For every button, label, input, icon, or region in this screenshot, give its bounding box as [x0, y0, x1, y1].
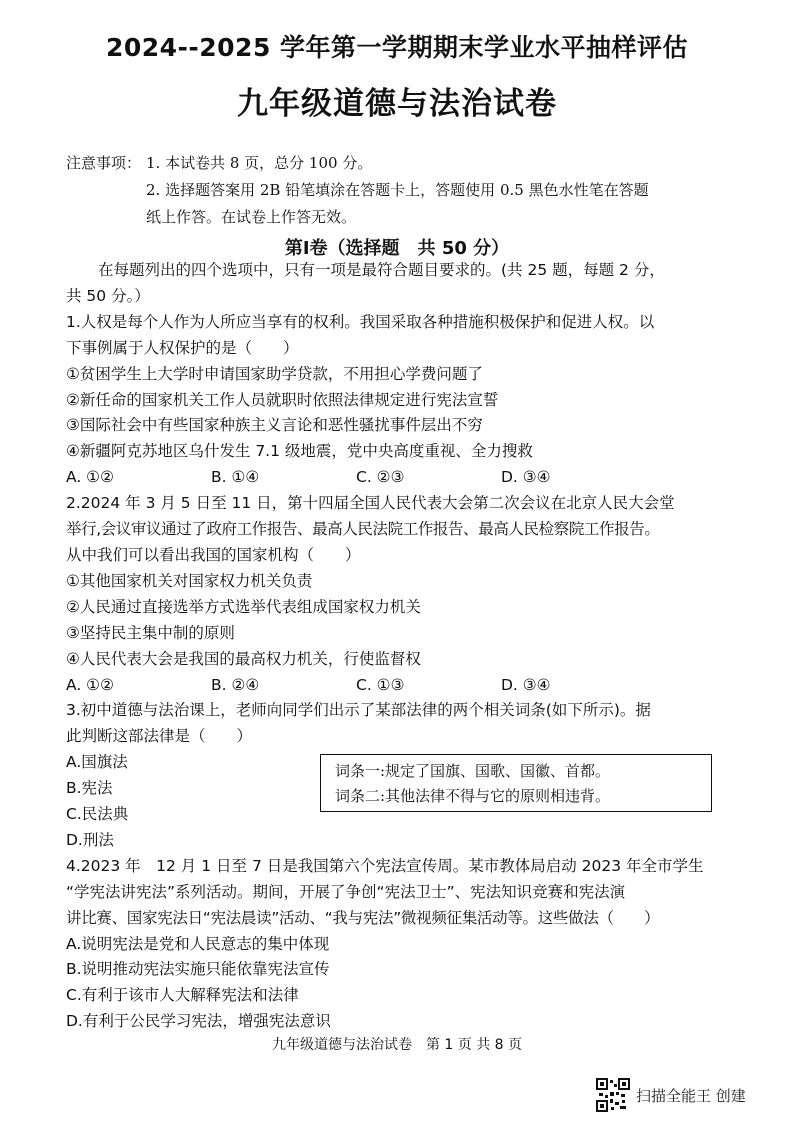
section-intro-2: 共 50 分。）: [66, 286, 150, 305]
option-a: A. ①②: [66, 675, 114, 694]
question-stem-line: 1.人权是每个人作为人所应当享有的权利。我国采取各种措施积极保护和促进人权。以: [66, 312, 655, 331]
option-a: A. ①②: [66, 468, 114, 487]
question-1: [66, 310, 736, 491]
scanner-watermark: [596, 1078, 746, 1112]
exam-subtitle: 九年级道德与法治试卷: [237, 86, 557, 122]
entry-box: [320, 754, 712, 812]
question-4: [66, 854, 736, 1035]
watermark-text: 扫描全能王 创建: [636, 1086, 746, 1105]
question-3: [66, 698, 736, 853]
options-row: [66, 673, 736, 699]
question-stem-line: “学宪法讲宪法”系列活动。期间，开展了争创“宪法卫士”、宪法知识竞赛和宪法演: [66, 882, 626, 901]
exam-title: 2024--2025 学年第一学期期末学业水平抽样评估: [105, 33, 689, 62]
option-a: A.国旗法: [66, 753, 128, 772]
option-d: D. ③④: [501, 675, 551, 694]
question-item: ④新疆阿克苏地区乌什发生 7.1 级地震，党中央高度重视、全力搜救: [66, 442, 533, 461]
question-3-body: [66, 750, 736, 854]
option-b: B.宪法: [66, 779, 113, 798]
question-item: ③坚持民主集中制的原则: [66, 623, 235, 642]
qr-code-icon: [596, 1078, 630, 1112]
option-b: B. ②④: [211, 675, 260, 694]
section-intro-1: 在每题列出的四个选项中，只有一项是最符合题目要求的。(共 25 题，每题 2 分，: [98, 261, 665, 279]
question-stem-line: 4.2023 年 12 月 1 日至 7 日是我国第六个宪法宣传周。某市教体局启动 2023 年全市学生: [66, 856, 704, 875]
question-item: ③国际社会中有些国家种族主义言论和恶性骚扰事件层出不穷: [66, 416, 483, 435]
questions-block: [66, 258, 736, 1035]
option-d: D. ③④: [501, 468, 551, 487]
notice-block: [66, 150, 746, 231]
notice-line-3: 纸上作答。在试卷上作答无效。: [146, 208, 357, 226]
notice-line-2: 2. 选择题答案用 2B 铅笔填涂在答题卡上，答题使用 0.5 黑色水性笔在答题: [146, 181, 649, 199]
entry-line-1: 词条一:规定了国旗、国歌、国徽、首都。: [335, 762, 611, 781]
question-stem-line: 此判断这部法律是（ ）: [66, 727, 253, 746]
question-stem-line: 3.初中道德与法治课上，老师向同学们出示了某部法律的两个相关词条(如下所示)。据: [66, 701, 651, 720]
option-b: B.说明推动宪法实施只能依靠宪法宣传: [66, 960, 330, 979]
option-c: C. ②③: [356, 468, 405, 487]
question-2: [66, 491, 736, 698]
page-footer: 九年级道德与法治试卷 第 1 页 共 8 页: [271, 1037, 523, 1053]
question-stem-line: 2.2024 年 3 月 5 日至 11 日，第十四届全国人民代表大会第二次会议在北京人民大会堂: [66, 494, 675, 513]
question-stem-line: 举行,会议审议通过了政府工作报告、最高人民法院工作报告、最高人民检察院工作报告。: [66, 520, 660, 539]
question-stem-line: 从中我们可以看出我国的国家机构（ ）: [66, 545, 361, 564]
option-d: D.刑法: [66, 830, 114, 849]
option-d: D.有利于公民学习宪法，增强宪法意识: [66, 1012, 331, 1031]
question-item: ②人民通过直接选举方式选举代表组成国家权力机关: [66, 597, 421, 616]
option-c: C. ①③: [356, 675, 405, 694]
notice-label: 注意事项：: [66, 154, 142, 172]
option-c: C.民法典: [66, 805, 129, 824]
option-a: A.说明宪法是党和人民意志的集中体现: [66, 934, 330, 953]
question-item: ①其他国家机关对国家权力机关负责: [66, 571, 313, 590]
option-b: B. ①④: [211, 468, 260, 487]
question-stem-line: 下事例属于人权保护的是（ ）: [66, 338, 299, 357]
question-item: ①贫困学生上大学时申请国家助学贷款，不用担心学费问题了: [66, 364, 483, 383]
question-item: ②新任命的国家机关工作人员就职时依照法律规定进行宪法宣誓: [66, 390, 499, 409]
question-item: ④人民代表大会是我国的最高权力机关，行使监督权: [66, 649, 421, 668]
entry-line-2: 词条二:其他法律不得与它的原则相违背。: [335, 787, 611, 806]
option-c: C.有利于该市人大解释宪法和法律: [66, 986, 299, 1005]
question-stem-line: 讲比赛、国家宪法日“宪法晨读”活动、“我与宪法”微视频征集活动等。这些做法（ ）: [66, 908, 660, 927]
section-title: 第Ⅰ卷（选择题 共 50 分）: [284, 238, 510, 259]
notice-line-1: 1. 本试卷共 8 页，总分 100 分。: [146, 154, 373, 172]
options-row: [66, 465, 736, 491]
